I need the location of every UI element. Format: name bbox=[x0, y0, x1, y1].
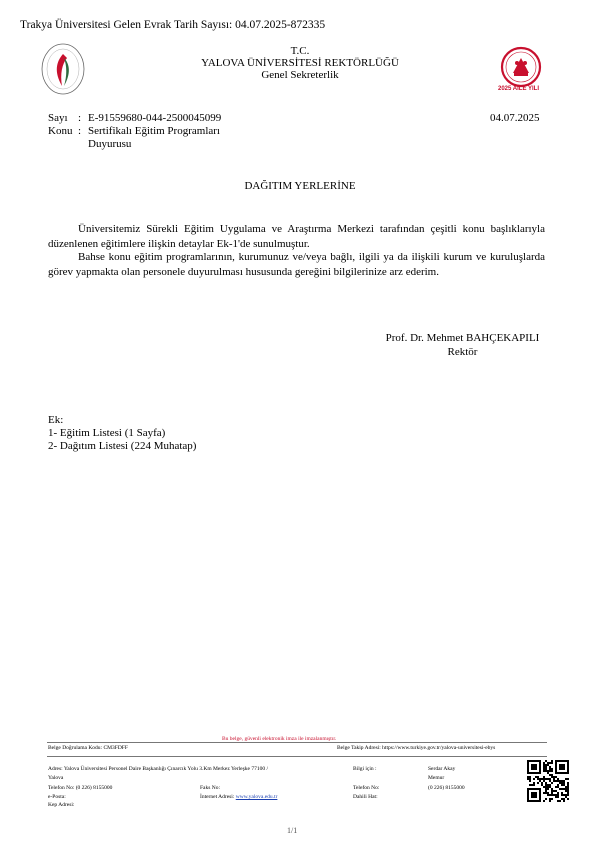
konu-value-line1: Sertifikalı Eğitim Programları bbox=[88, 125, 220, 137]
family-year-logo bbox=[496, 46, 546, 101]
header-department: Genel Sekreterlik bbox=[261, 69, 339, 81]
konu-label: Konu bbox=[48, 125, 73, 137]
footer-divider-bottom bbox=[47, 756, 547, 757]
header-institution: YALOVA ÜNİVERSİTESİ REKTÖRLÜĞÜ bbox=[201, 57, 399, 69]
footer-divider-top bbox=[47, 742, 547, 743]
konu-colon: : bbox=[78, 125, 82, 137]
info-label: Bilgi için : bbox=[353, 766, 377, 772]
incoming-document-stamp: Trakya Üniversitesi Gelen Evrak Tarih Sayısı: 04.07.2025-872335 bbox=[20, 19, 326, 31]
page-number: 1/1 bbox=[287, 826, 298, 835]
footer-email: e-Posta: bbox=[48, 794, 66, 800]
sayi-value: E-91559680-044-2500045099 bbox=[88, 112, 222, 124]
family-year-caption: 2025 AİLE YILI bbox=[498, 86, 540, 92]
footer-phone: Telefon No: (0 226) 8155000 bbox=[48, 785, 113, 791]
document-date: 04.07.2025 bbox=[490, 112, 540, 124]
info-role: Memur bbox=[428, 775, 445, 781]
footer-address-line2: Yalova bbox=[48, 775, 64, 781]
info-phone-value: (0 226) 8155000 bbox=[428, 785, 465, 791]
body-paragraph-1: Üniversitemiz Sürekli Eğitim Uygulama ve Araştırma Merkezi tarafından çeşitli konu başlıklarıyla düzenlenen eğitimlere ilişkin detaylar Ek-1'de sunulmuştur. bbox=[48, 223, 545, 250]
sayi-label: Sayı bbox=[48, 112, 68, 124]
university-emblem-icon bbox=[40, 42, 86, 98]
attachment-item: 2- Dağıtım Listesi (224 Muhatap) bbox=[48, 440, 197, 452]
direct-line-label: Dahili Hat: bbox=[353, 794, 378, 800]
signatory-name: Prof. Dr. Mehmet BAHÇEKAPILI bbox=[385, 332, 540, 344]
konu-value-line2: Duyurusu bbox=[88, 138, 132, 150]
tracking-address: Belge Takip Adresi: https://www.turkiye.gov.tr/yalova-universitesi-ebys bbox=[337, 745, 496, 751]
header-tc: T.C. bbox=[290, 45, 310, 57]
attachments-label: Ek: bbox=[48, 414, 64, 426]
signature-block bbox=[370, 331, 555, 359]
qr-code-icon bbox=[527, 760, 569, 802]
e-signature-note: Bu belge, güvenli elektronik imza ile imzalanmıştır. bbox=[222, 736, 337, 742]
signatory-title: Rektör bbox=[447, 346, 478, 358]
footer-fax: Faks No: bbox=[200, 785, 221, 791]
body-paragraph-2: Bahse konu eğitim programlarının, kurumunuz ve/veya bağlı, ilgili ya da ilişkili kurum ve kuruluşlarda görev yapmakta olan personele duyurulması hususunda gereğini bilgilerinize arz ederim. bbox=[48, 251, 545, 278]
info-name: Serdar Akay bbox=[428, 766, 456, 772]
verification-qr-code bbox=[527, 760, 569, 807]
info-phone-label: Telefon No: bbox=[353, 785, 380, 791]
footer-address-line1: Adres: Yalova Üniversitesi Personel Daire Başkanlığı Çınarcık Yolu 3.Km Merkez Yerleşke 77100 / bbox=[48, 766, 268, 772]
attachment-item: 1- Eğitim Listesi (1 Sayfa) bbox=[48, 427, 166, 439]
footer-internet-label: İnternet Adresi: bbox=[200, 794, 235, 800]
university-logo bbox=[40, 42, 86, 103]
attachments-block bbox=[48, 414, 196, 453]
footer-kep: Kep Adresi: bbox=[48, 802, 75, 808]
addressee: DAĞITIM YERLERİNE bbox=[244, 180, 356, 192]
sayi-colon: : bbox=[78, 112, 82, 124]
footer-internet-link[interactable]: www.yalova.edu.tr bbox=[235, 794, 278, 800]
footer-internet bbox=[200, 794, 277, 800]
verification-code: Belge Doğrulama Kodu: CM3FDFF bbox=[48, 745, 128, 751]
